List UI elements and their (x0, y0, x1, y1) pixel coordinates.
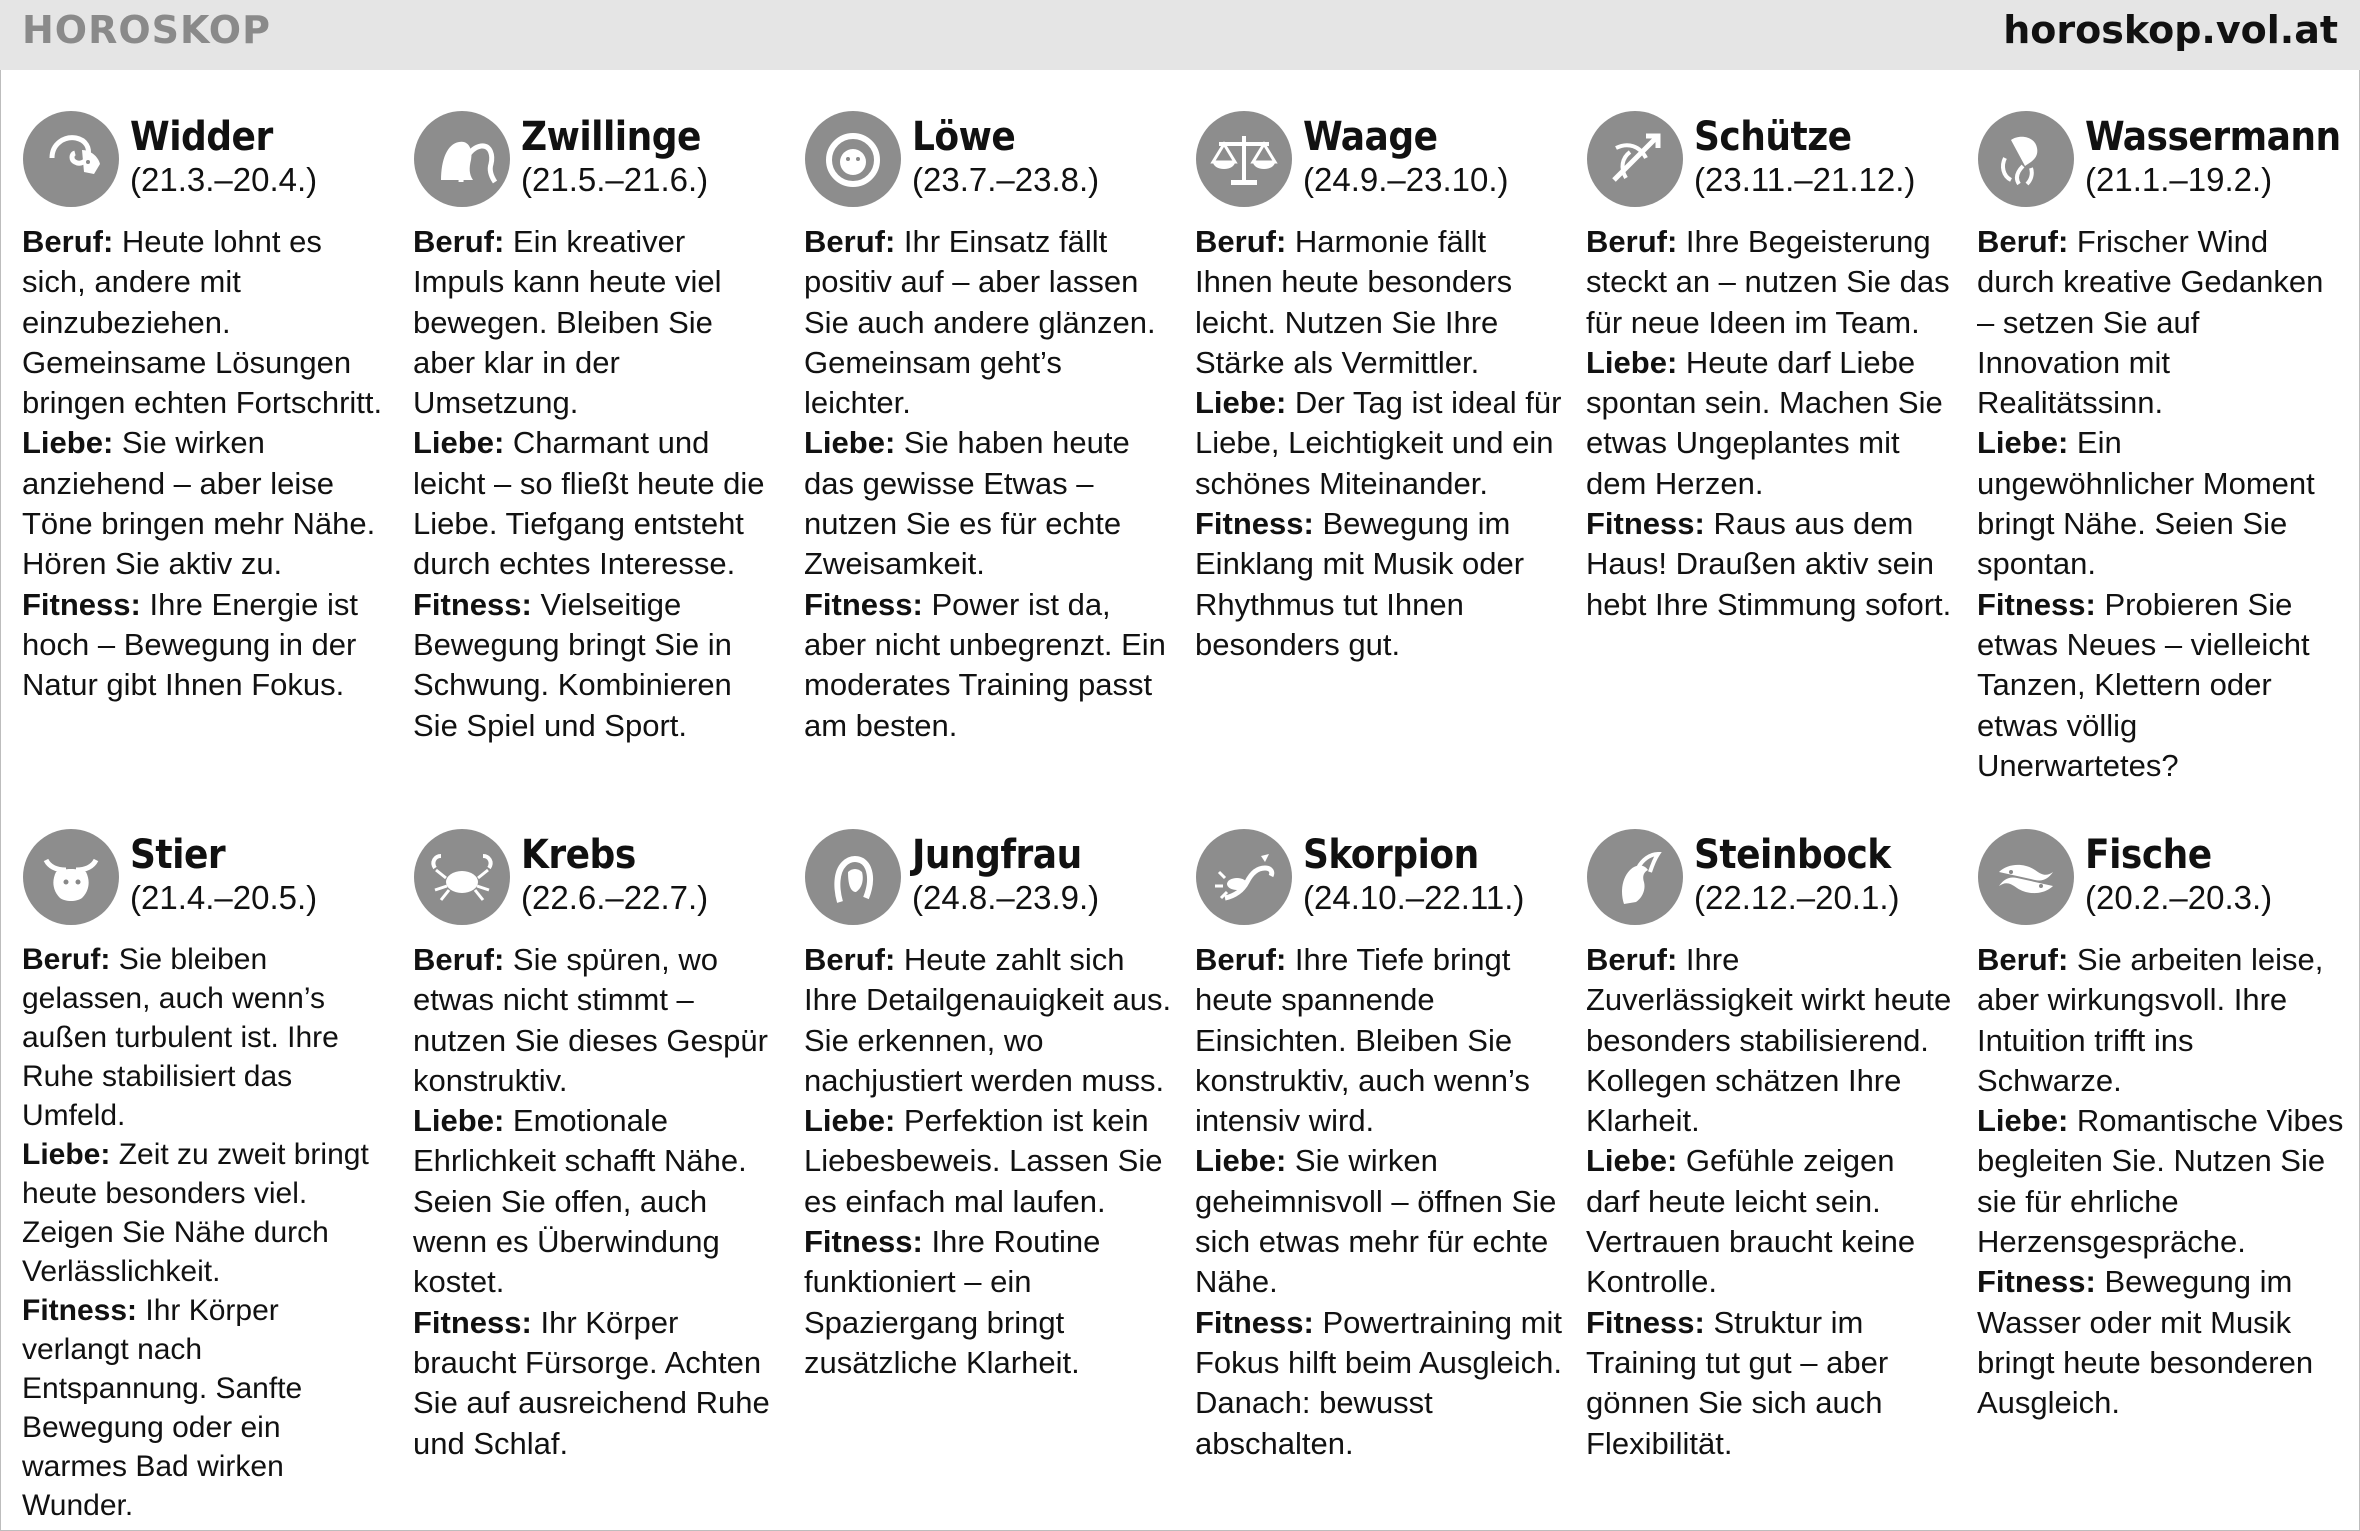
horoscope-text (1195, 940, 1563, 1464)
fitness-text: Ihre Routine funktioniert – ein Spaziergang bringt zusätzliche Klarheit. (804, 1224, 1101, 1380)
sign-name: Widder (130, 114, 273, 160)
fitness-paragraph (22, 1291, 390, 1525)
fitness-paragraph (413, 1303, 781, 1464)
beruf-paragraph (1586, 940, 1954, 1141)
beruf-text: Ihre Tiefe bringt heute spannende Einsichten. Bleiben Sie konstruktiv, auch wenn’s intensiv wird. (1195, 942, 1530, 1139)
sign-dates: (21.3.–20.4.) (130, 161, 318, 198)
sign-dates: (22.6.–22.7.) (521, 879, 709, 916)
aquarius-water-bearer-icon (1977, 110, 2075, 208)
liebe-text: Charmant und leicht – so fließt heute die Liebe. Tiefgang entsteht durch echtes Interesse. (413, 425, 765, 582)
beruf-paragraph (22, 940, 390, 1135)
fitness-paragraph (1977, 1262, 2345, 1423)
fitness-label: Fitness: (22, 586, 141, 622)
fitness-label: Fitness: (804, 1224, 923, 1260)
liebe-text: Der Tag ist ideal für Liebe, Leichtigkeit und ein schönes Miteinander. (1195, 385, 1562, 501)
liebe-text: Sie wirken geheimnisvoll – öffnen Sie sich etwas mehr für echte Nähe. (1195, 1143, 1557, 1300)
beruf-text: Ihre Begeisterung steckt an – nutzen Sie das für neue Ideen im Team. (1586, 224, 1950, 340)
horoscope-text (1586, 940, 1954, 1464)
sign-name: Wassermann (2085, 114, 2341, 160)
sign-name: Jungfrau (912, 832, 1082, 878)
beruf-label: Beruf: (1977, 224, 2069, 259)
liebe-paragraph (413, 423, 781, 584)
beruf-text: Heute lohnt es sich, andere mit einzubeziehen. Gemeinsame Lösungen bringen echten Fortschritt. (22, 224, 383, 421)
liebe-label: Liebe: (1195, 385, 1287, 421)
horoscope-text (413, 222, 781, 746)
capricorn-goat-icon (1586, 828, 1684, 926)
fitness-paragraph (804, 1222, 1172, 1383)
liebe-label: Liebe: (1195, 1143, 1287, 1179)
liebe-text: Perfektion ist kein Liebesbeweis. Lassen Sie es einfach mal laufen. (804, 1103, 1163, 1219)
sign-dates: (21.4.–20.5.) (130, 879, 318, 916)
fitness-text: Struktur im Training tut gut – aber gönnen Sie sich auch Flexibilität. (1586, 1304, 1889, 1461)
fitness-text: Bewegung im Wasser oder mit Musik bringt heute besonderen Ausgleich. (1977, 1264, 2314, 1421)
liebe-text: Sie haben heute das gewisse Etwas – nutzen Sie es für echte Zweisamkeit. (804, 425, 1130, 582)
sign-name: Skorpion (1303, 832, 1479, 878)
fitness-text: Bewegung im Einklang mit Musik oder Rhythmus tut Ihnen besonders gut. (1195, 506, 1525, 662)
fitness-label: Fitness: (413, 586, 532, 622)
liebe-text: Heute darf Liebe spontan sein. Machen Sie etwas Ungeplantes mit dem Herzen. (1586, 344, 1943, 501)
beruf-paragraph (1977, 940, 2345, 1101)
liebe-paragraph (804, 1101, 1172, 1222)
sign-name: Schütze (1694, 114, 1852, 160)
beruf-label: Beruf: (413, 224, 505, 259)
fitness-label: Fitness: (1586, 1304, 1705, 1340)
beruf-paragraph (413, 940, 781, 1101)
pisces-fish-icon (1977, 828, 2075, 926)
sign-name: Zwillinge (521, 114, 701, 160)
fitness-paragraph (1977, 585, 2345, 786)
liebe-paragraph (804, 423, 1172, 584)
liebe-paragraph (1977, 1101, 2345, 1262)
scorpio-scorpion-icon (1195, 828, 1293, 926)
beruf-paragraph (1977, 222, 2345, 423)
fitness-text: Ihr Körper braucht Fürsorge. Achten Sie auf ausreichend Ruhe und Schlaf. (413, 1304, 770, 1461)
sign-dates: (22.12.–20.1.) (1694, 879, 1900, 916)
leo-lion-icon (804, 110, 902, 208)
fitness-paragraph (22, 585, 390, 706)
sagittarius-bow-icon (1586, 110, 1684, 208)
fitness-text: Powertraining mit Fokus hilft beim Ausgleich. Danach: bewusst abschalten. (1195, 1304, 1563, 1461)
fitness-text: Vielseitige Bewegung bringt Sie in Schwung. Kombinieren Sie Spiel und Sport. (413, 586, 732, 743)
sign-name: Stier (130, 832, 226, 878)
beruf-label: Beruf: (413, 942, 505, 977)
beruf-text: Ihr Einsatz fällt positiv auf – aber lassen Sie auch andere glänzen. Gemeinsam geht’s leichter. (804, 224, 1156, 421)
beruf-text: Sie spüren, wo etwas nicht stimmt – nutzen Sie dieses Gespür konstruktiv. (413, 942, 768, 1098)
beruf-text: Ein kreativer Impuls kann heute viel bewegen. Bleiben Sie aber klar in der Umsetzung. (413, 224, 722, 421)
fitness-text: Power ist da, aber nicht unbegrenzt. Ein moderates Training passt am besten. (804, 586, 1166, 743)
liebe-paragraph (1586, 343, 1954, 504)
aries-ram-icon (22, 110, 120, 208)
sign-name: Waage (1303, 114, 1438, 160)
beruf-label: Beruf: (804, 942, 896, 977)
liebe-label: Liebe: (413, 1103, 505, 1139)
beruf-text: Heute zahlt sich Ihre Detailgenauigkeit aus. Sie erkennen, wo nachjustiert werden muss. (804, 942, 1172, 1098)
beruf-paragraph (22, 222, 390, 423)
sign-name: Löwe (912, 114, 1016, 160)
sign-dates: (21.5.–21.6.) (521, 161, 709, 198)
horoscope-text (1977, 940, 2345, 1424)
beruf-paragraph (804, 940, 1172, 1101)
header-bar (0, 0, 2360, 70)
gemini-twins-icon (413, 110, 511, 208)
fitness-text: Ihre Energie ist hoch – Bewegung in der Natur gibt Ihnen Fokus. (22, 586, 358, 703)
liebe-paragraph (1195, 1141, 1563, 1302)
beruf-text: Ihre Zuverlässigkeit wirkt heute besonders stabilisierend. Kollegen schätzen Ihre Klarheit. (1586, 942, 1952, 1139)
liebe-label: Liebe: (804, 1103, 896, 1139)
fitness-paragraph (1195, 504, 1563, 665)
liebe-paragraph (1977, 423, 2345, 584)
beruf-paragraph (413, 222, 781, 423)
fitness-paragraph (413, 585, 781, 746)
section-title: HOROSKOP (22, 8, 271, 52)
beruf-text: Sie bleiben gelassen, auch wenn’s außen turbulent ist. Ihre Ruhe stabilisiert das Umfeld. (22, 943, 339, 1132)
sign-dates: (21.1.–19.2.) (2085, 161, 2273, 198)
liebe-label: Liebe: (1586, 344, 1678, 380)
fitness-label: Fitness: (1977, 1264, 2096, 1300)
fitness-label: Fitness: (1195, 1304, 1314, 1340)
horoscope-text (1195, 222, 1563, 665)
liebe-text: Emotionale Ehrlichkeit schafft Nähe. Seien Sie offen, auch wenn es Überwindung kostet. (413, 1103, 747, 1300)
virgo-maiden-icon (804, 828, 902, 926)
sign-dates: (23.7.–23.8.) (912, 161, 1100, 198)
liebe-label: Liebe: (22, 1138, 111, 1171)
horoscope-text (413, 940, 781, 1464)
sign-name: Krebs (521, 832, 636, 878)
liebe-paragraph (1195, 383, 1563, 504)
beruf-paragraph (1586, 222, 1954, 343)
beruf-paragraph (804, 222, 1172, 423)
fitness-text: Probieren Sie etwas Neues – vielleicht Tanzen, Klettern oder etwas völlig Unerwartetes? (1977, 586, 2310, 783)
fitness-label: Fitness: (413, 1304, 532, 1340)
fitness-label: Fitness: (1977, 586, 2096, 622)
beruf-paragraph (1195, 940, 1563, 1141)
sign-name: Fische (2085, 832, 2212, 878)
fitness-paragraph (1586, 1303, 1954, 1464)
sign-dates: (20.2.–20.3.) (2085, 879, 2273, 916)
liebe-label: Liebe: (1977, 425, 2069, 461)
sign-dates: (24.10.–22.11.) (1303, 879, 1525, 916)
liebe-paragraph (22, 423, 390, 584)
horoscope-text (22, 222, 390, 706)
horoscope-text (22, 940, 390, 1525)
fitness-paragraph (1586, 504, 1954, 625)
liebe-text: Romantische Vibes begleiten Sie. Nutzen Sie sie für ehrliche Herzensgespräche. (1977, 1103, 2344, 1260)
beruf-label: Beruf: (1586, 224, 1678, 259)
beruf-label: Beruf: (1586, 942, 1678, 977)
fitness-label: Fitness: (1195, 506, 1314, 542)
beruf-label: Beruf: (1195, 942, 1287, 977)
fitness-label: Fitness: (804, 586, 923, 622)
liebe-text: Sie wirken anziehend – aber leise Töne bringen mehr Nähe. Hören Sie aktiv zu. (22, 425, 376, 582)
liebe-text: Zeit zu zweit bringt heute besonders viel. Zeigen Sie Nähe durch Verlässlichkeit. (22, 1138, 369, 1288)
fitness-paragraph (1195, 1303, 1563, 1464)
fitness-label: Fitness: (22, 1294, 138, 1327)
libra-scales-icon (1195, 110, 1293, 208)
cancer-crab-icon (413, 828, 511, 926)
fitness-paragraph (804, 585, 1172, 746)
horoscope-text (1586, 222, 1954, 625)
fitness-text: Raus aus dem Haus! Draußen aktiv sein hebt Ihre Stimmung sofort. (1586, 506, 1952, 622)
horoscope-text (804, 940, 1172, 1383)
beruf-text: Frischer Wind durch kreative Gedanken – setzen Sie auf Innovation mit Realitätssinn. (1977, 224, 2324, 421)
beruf-label: Beruf: (22, 943, 111, 976)
sign-dates: (24.9.–23.10.) (1303, 161, 1509, 198)
horoscope-text (804, 222, 1172, 746)
liebe-paragraph (1586, 1141, 1954, 1302)
sign-name: Steinbock (1694, 832, 1891, 878)
beruf-text: Harmonie fällt Ihnen heute besonders leicht. Nutzen Sie Ihre Stärke als Vermittler. (1195, 224, 1513, 380)
taurus-bull-icon (22, 828, 120, 926)
liebe-label: Liebe: (413, 425, 505, 461)
liebe-paragraph (413, 1101, 781, 1302)
fitness-label: Fitness: (1586, 506, 1705, 542)
beruf-label: Beruf: (1977, 942, 2069, 977)
liebe-label: Liebe: (22, 425, 114, 461)
beruf-label: Beruf: (1195, 224, 1287, 259)
liebe-label: Liebe: (1586, 1143, 1678, 1179)
beruf-paragraph (1195, 222, 1563, 383)
beruf-text: Sie arbeiten leise, aber wirkungsvoll. Ihre Intuition trifft ins Schwarze. (1977, 942, 2324, 1098)
beruf-label: Beruf: (804, 224, 896, 259)
liebe-text: Gefühle zeigen darf heute leicht sein. Vertrauen braucht keine Kontrolle. (1586, 1143, 1916, 1300)
sign-dates: (24.8.–23.9.) (912, 879, 1100, 916)
liebe-paragraph (22, 1135, 390, 1291)
liebe-label: Liebe: (1977, 1103, 2069, 1139)
fitness-text: Ihr Körper verlangt nach Entspannung. Sanfte Bewegung oder ein warmes Bad wirken Wunder. (22, 1294, 303, 1522)
liebe-text: Ein ungewöhnlicher Moment bringt Nähe. Seien Sie spontan. (1977, 425, 2315, 582)
horoscope-text (1977, 222, 2345, 786)
site-link[interactable]: horoskop.vol.at (2003, 8, 2338, 52)
beruf-label: Beruf: (22, 224, 114, 259)
liebe-label: Liebe: (804, 425, 896, 461)
sign-dates: (23.11.–21.12.) (1694, 161, 1916, 198)
